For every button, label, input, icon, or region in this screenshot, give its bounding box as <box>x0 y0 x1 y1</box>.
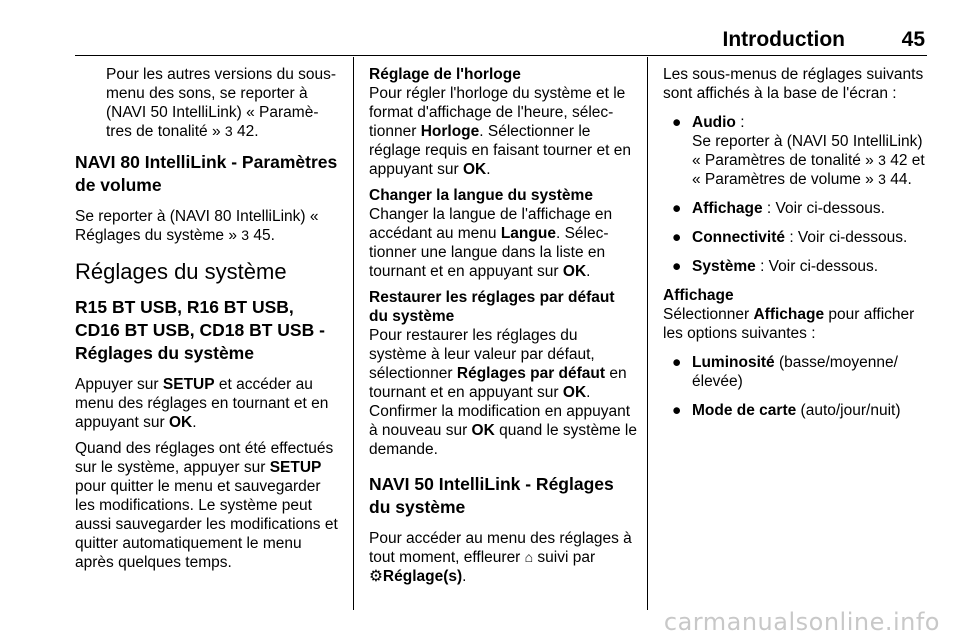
gear-icon: ⚙ <box>369 568 383 585</box>
paragraph-submenus-intro: Les sous-menus de réglages suivants sont affichés à la base de l'écran : <box>663 66 924 102</box>
list-item-luminosite: ● Luminosité (basse/moyenne/ élevée) <box>672 354 898 390</box>
paragraph-tone-ref: Pour les autres versions du sous-menu des sons, se reporter à (NAVI 50 IntelliLink) « Paramè-tres de tonalité » 3 42. <box>106 66 337 140</box>
header-rule <box>75 55 927 56</box>
bullet-icon: ● <box>672 229 682 246</box>
page-header <box>0 27 960 55</box>
paragraph-horloge: Pour régler l'horloge du système et le format d'affichage de l'heure, sélec-tionner Horloge. Sélectionner le réglage requis en faisant tourner et en appuyant sur OK. <box>369 85 631 178</box>
list-item-systeme: ● Système : Voir ci-dessous. <box>672 258 879 275</box>
subheading-defaut: Restaurer les réglages par défaut du système <box>369 289 615 325</box>
page-ref-arrow-icon: 3 <box>241 227 250 243</box>
page-ref-arrow-icon: 3 <box>224 123 233 139</box>
bullet-icon: ● <box>672 200 682 217</box>
heading-reglages-systeme: Réglages du système <box>75 259 287 284</box>
watermark: carmanualsonline.info <box>663 608 940 636</box>
list-item-affichage: ● Affichage : Voir ci-dessous. <box>672 200 885 217</box>
paragraph-save: Quand des réglages ont été effectués sur le système, appuyer sur SETUP pour quitter le menu et sauvegarder les modifications. Le système peut aussi sauvegarder les modifications et quitter automatiquement le menu après quelques temps. <box>75 440 338 571</box>
bullet-icon: ● <box>672 354 682 371</box>
column-3 <box>663 65 931 420</box>
section-title: Introduction <box>722 28 845 51</box>
subheading-langue: Changer la langue du système <box>369 187 593 204</box>
subheading-horloge: Réglage de l'horloge <box>369 66 521 83</box>
paragraph-setup: Appuyer sur SETUP et accéder au menu des réglages en tournant et en appuyant sur OK. <box>75 376 329 431</box>
paragraph-navi80-ref: Se reporter à (NAVI 80 IntelliLink) « Réglages du système » 3 45. <box>75 208 319 244</box>
bullet-icon: ● <box>672 258 682 275</box>
list-item-audio: ● Audio : Se reporter à (NAVI 50 IntelliLink) « Paramètres de tonalité » 3 42 et « Paramètres de volume » 3 44. <box>672 114 925 188</box>
subheading-affichage: Affichage <box>663 287 734 304</box>
list-item-connectivite: ● Connectivité : Voir ci-dessous. <box>672 229 908 246</box>
home-icon: ⌂ <box>524 549 534 565</box>
column-divider-1 <box>353 57 354 610</box>
paragraph-navi50-access: Pour accéder au menu des réglages à tout moment, effleurer ⌂ suivi par ⚙Réglage(s). <box>369 530 632 585</box>
heading-navi50-systeme: NAVI 50 IntelliLink - Réglages du système <box>369 474 614 517</box>
page-number: 45 <box>901 28 925 51</box>
heading-navi80-volume: NAVI 80 IntelliLink - Paramètres de volume <box>75 152 338 195</box>
bullet-icon: ● <box>672 402 682 419</box>
paragraph-affichage: Sélectionner Affichage pour afficher les options suivantes : <box>663 306 915 342</box>
list-item-mode-carte: ● Mode de carte (auto/jour/nuit) <box>672 402 901 419</box>
paragraph-defaut: Pour restaurer les réglages du système à leur valeur par défaut, sélectionner Réglages par défaut en tournant et en appuyant sur OK. Confirmer la modification en appuyant à nouveau sur OK quand le système le demande. <box>369 327 637 458</box>
heading-r15-models: R15 BT USB, R16 BT USB, CD16 BT USB, CD18 BT USB - Réglages du système <box>75 297 325 363</box>
paragraph-langue: Changer la langue de l'affichage en accédant au menu Langue. Sélec-tionner une langue dans la liste en tournant et en appuyant sur OK. <box>369 206 613 280</box>
column-2 <box>369 65 637 586</box>
column-divider-2 <box>647 57 648 610</box>
page-ref-arrow-icon: 3 <box>878 152 886 168</box>
bullet-icon: ● <box>672 114 682 131</box>
column-1 <box>75 65 343 572</box>
page-ref-arrow-icon: 3 <box>878 171 886 187</box>
